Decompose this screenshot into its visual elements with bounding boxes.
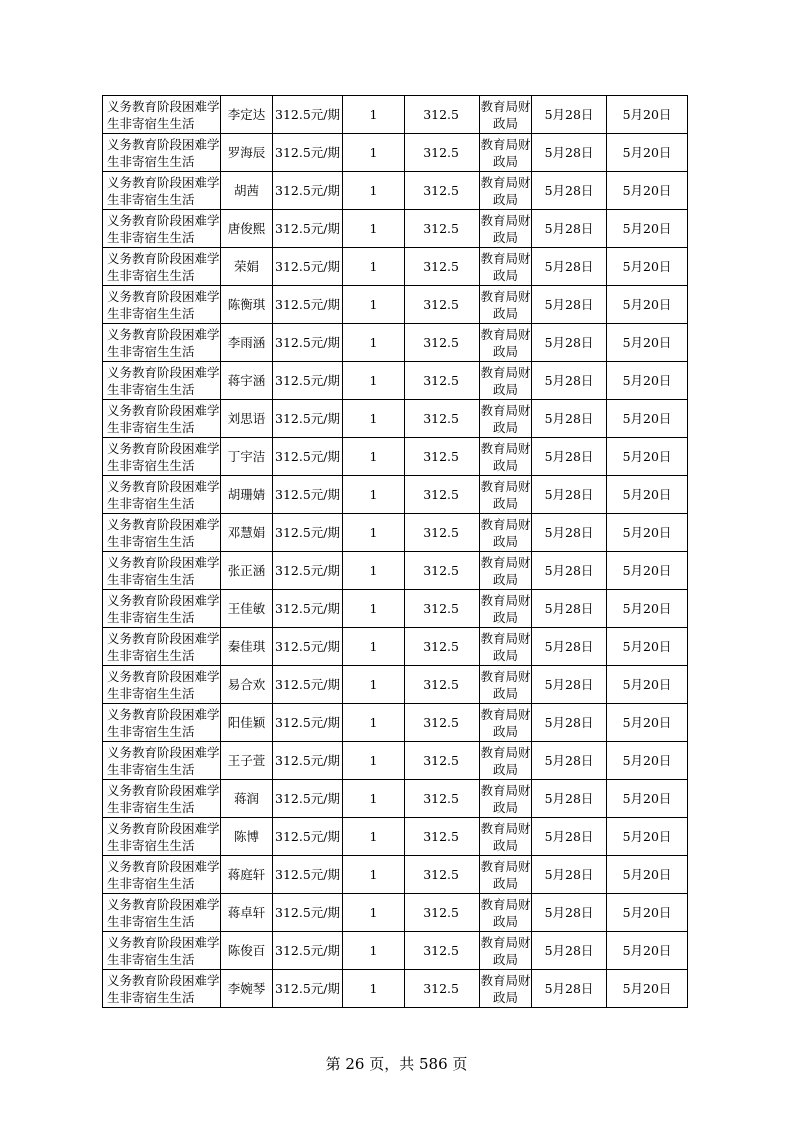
table-row [103, 400, 688, 438]
date-cell: 5月20日 [607, 210, 688, 248]
count-cell: 1 [343, 742, 405, 780]
amount-cell: 312.5 [405, 932, 480, 970]
amount-cell: 312.5 [405, 438, 480, 476]
date-cell: 5月28日 [532, 932, 607, 970]
count-cell: 1 [343, 286, 405, 324]
standard-cell: 312.5元/期 [273, 476, 343, 514]
student-name-cell: 荣娟 [221, 248, 273, 286]
date-cell: 5月20日 [607, 134, 688, 172]
department-cell: 教育局财政局 [480, 818, 532, 856]
standard-cell: 312.5元/期 [273, 134, 343, 172]
standard-cell: 312.5元/期 [273, 552, 343, 590]
table-row [103, 742, 688, 780]
count-cell: 1 [343, 704, 405, 742]
date-cell: 5月20日 [607, 704, 688, 742]
date-cell: 5月20日 [607, 400, 688, 438]
date-cell: 5月28日 [532, 742, 607, 780]
table-row [103, 552, 688, 590]
subsidy-item-cell: 义务教育阶段困难学生非寄宿生生活 [103, 248, 221, 286]
count-cell: 1 [343, 970, 405, 1008]
student-name-cell: 张正涵 [221, 552, 273, 590]
department-cell: 教育局财政局 [480, 780, 532, 818]
date-cell: 5月28日 [532, 590, 607, 628]
date-cell: 5月28日 [532, 438, 607, 476]
amount-cell: 312.5 [405, 552, 480, 590]
count-cell: 1 [343, 628, 405, 666]
student-name-cell: 胡茜 [221, 172, 273, 210]
count-cell: 1 [343, 780, 405, 818]
date-cell: 5月28日 [532, 818, 607, 856]
department-cell: 教育局财政局 [480, 172, 532, 210]
date-cell: 5月28日 [532, 894, 607, 932]
page-number: 第 26 页，共 586 页 [325, 1055, 468, 1073]
date-cell: 5月28日 [532, 362, 607, 400]
date-cell: 5月20日 [607, 362, 688, 400]
count-cell: 1 [343, 362, 405, 400]
count-cell: 1 [343, 96, 405, 134]
date-cell: 5月28日 [532, 324, 607, 362]
subsidy-item-cell: 义务教育阶段困难学生非寄宿生生活 [103, 134, 221, 172]
student-name-cell: 蒋宇涵 [221, 362, 273, 400]
count-cell: 1 [343, 856, 405, 894]
count-cell: 1 [343, 210, 405, 248]
table-row [103, 970, 688, 1008]
department-cell: 教育局财政局 [480, 286, 532, 324]
amount-cell: 312.5 [405, 704, 480, 742]
count-cell: 1 [343, 894, 405, 932]
department-cell: 教育局财政局 [480, 514, 532, 552]
amount-cell: 312.5 [405, 894, 480, 932]
standard-cell: 312.5元/期 [273, 438, 343, 476]
date-cell: 5月28日 [532, 704, 607, 742]
standard-cell: 312.5元/期 [273, 704, 343, 742]
subsidy-item-cell: 义务教育阶段困难学生非寄宿生生活 [103, 894, 221, 932]
subsidy-item-cell: 义务教育阶段困难学生非寄宿生生活 [103, 818, 221, 856]
date-cell: 5月20日 [607, 96, 688, 134]
subsidy-item-cell: 义务教育阶段困难学生非寄宿生生活 [103, 932, 221, 970]
date-cell: 5月20日 [607, 932, 688, 970]
date-cell: 5月20日 [607, 970, 688, 1008]
date-cell: 5月20日 [607, 856, 688, 894]
subsidy-item-cell: 义务教育阶段困难学生非寄宿生生活 [103, 286, 221, 324]
department-cell: 教育局财政局 [480, 96, 532, 134]
date-cell: 5月28日 [532, 286, 607, 324]
student-name-cell: 唐俊熙 [221, 210, 273, 248]
count-cell: 1 [343, 818, 405, 856]
table-row [103, 362, 688, 400]
date-cell: 5月28日 [532, 172, 607, 210]
department-cell: 教育局财政局 [480, 210, 532, 248]
subsidy-item-cell: 义务教育阶段困难学生非寄宿生生活 [103, 324, 221, 362]
department-cell: 教育局财政局 [480, 742, 532, 780]
standard-cell: 312.5元/期 [273, 970, 343, 1008]
department-cell: 教育局财政局 [480, 552, 532, 590]
amount-cell: 312.5 [405, 134, 480, 172]
count-cell: 1 [343, 932, 405, 970]
amount-cell: 312.5 [405, 248, 480, 286]
standard-cell: 312.5元/期 [273, 400, 343, 438]
count-cell: 1 [343, 172, 405, 210]
student-name-cell: 李雨涵 [221, 324, 273, 362]
student-name-cell: 王佳敏 [221, 590, 273, 628]
student-name-cell: 蒋润 [221, 780, 273, 818]
standard-cell: 312.5元/期 [273, 248, 343, 286]
date-cell: 5月20日 [607, 438, 688, 476]
table-row [103, 172, 688, 210]
subsidy-item-cell: 义务教育阶段困难学生非寄宿生生活 [103, 552, 221, 590]
table-row [103, 96, 688, 134]
standard-cell: 312.5元/期 [273, 96, 343, 134]
amount-cell: 312.5 [405, 628, 480, 666]
subsidy-item-cell: 义务教育阶段困难学生非寄宿生生活 [103, 742, 221, 780]
standard-cell: 312.5元/期 [273, 932, 343, 970]
subsidy-item-cell: 义务教育阶段困难学生非寄宿生生活 [103, 362, 221, 400]
amount-cell: 312.5 [405, 210, 480, 248]
count-cell: 1 [343, 438, 405, 476]
amount-cell: 312.5 [405, 96, 480, 134]
count-cell: 1 [343, 514, 405, 552]
table-row [103, 894, 688, 932]
date-cell: 5月28日 [532, 210, 607, 248]
table-row [103, 476, 688, 514]
date-cell: 5月20日 [607, 286, 688, 324]
subsidy-item-cell: 义务教育阶段困难学生非寄宿生生活 [103, 628, 221, 666]
department-cell: 教育局财政局 [480, 438, 532, 476]
date-cell: 5月28日 [532, 134, 607, 172]
table-row [103, 248, 688, 286]
department-cell: 教育局财政局 [480, 324, 532, 362]
subsidy-item-cell: 义务教育阶段困难学生非寄宿生生活 [103, 780, 221, 818]
date-cell: 5月28日 [532, 476, 607, 514]
student-name-cell: 秦佳琪 [221, 628, 273, 666]
table-row [103, 210, 688, 248]
student-name-cell: 王子萱 [221, 742, 273, 780]
standard-cell: 312.5元/期 [273, 780, 343, 818]
date-cell: 5月20日 [607, 742, 688, 780]
student-name-cell: 李定达 [221, 96, 273, 134]
amount-cell: 312.5 [405, 362, 480, 400]
student-name-cell: 陈俊百 [221, 932, 273, 970]
date-cell: 5月20日 [607, 476, 688, 514]
table-row [103, 704, 688, 742]
table-row [103, 932, 688, 970]
standard-cell: 312.5元/期 [273, 172, 343, 210]
table-row [103, 134, 688, 172]
standard-cell: 312.5元/期 [273, 286, 343, 324]
count-cell: 1 [343, 134, 405, 172]
date-cell: 5月28日 [532, 970, 607, 1008]
amount-cell: 312.5 [405, 324, 480, 362]
department-cell: 教育局财政局 [480, 704, 532, 742]
standard-cell: 312.5元/期 [273, 514, 343, 552]
date-cell: 5月28日 [532, 400, 607, 438]
student-name-cell: 易合欢 [221, 666, 273, 704]
table-row [103, 514, 688, 552]
subsidy-item-cell: 义务教育阶段困难学生非寄宿生生活 [103, 172, 221, 210]
table-row [103, 324, 688, 362]
count-cell: 1 [343, 590, 405, 628]
amount-cell: 312.5 [405, 286, 480, 324]
standard-cell: 312.5元/期 [273, 324, 343, 362]
department-cell: 教育局财政局 [480, 362, 532, 400]
date-cell: 5月20日 [607, 628, 688, 666]
date-cell: 5月20日 [607, 590, 688, 628]
amount-cell: 312.5 [405, 970, 480, 1008]
table-row [103, 818, 688, 856]
student-name-cell: 邓慧娟 [221, 514, 273, 552]
count-cell: 1 [343, 400, 405, 438]
count-cell: 1 [343, 666, 405, 704]
date-cell: 5月20日 [607, 172, 688, 210]
amount-cell: 312.5 [405, 856, 480, 894]
department-cell: 教育局财政局 [480, 932, 532, 970]
amount-cell: 312.5 [405, 818, 480, 856]
amount-cell: 312.5 [405, 742, 480, 780]
date-cell: 5月28日 [532, 552, 607, 590]
standard-cell: 312.5元/期 [273, 894, 343, 932]
table-row [103, 286, 688, 324]
date-cell: 5月20日 [607, 818, 688, 856]
date-cell: 5月28日 [532, 248, 607, 286]
count-cell: 1 [343, 248, 405, 286]
amount-cell: 312.5 [405, 666, 480, 704]
standard-cell: 312.5元/期 [273, 362, 343, 400]
department-cell: 教育局财政局 [480, 666, 532, 704]
department-cell: 教育局财政局 [480, 400, 532, 438]
department-cell: 教育局财政局 [480, 628, 532, 666]
date-cell: 5月20日 [607, 552, 688, 590]
date-cell: 5月20日 [607, 894, 688, 932]
date-cell: 5月20日 [607, 324, 688, 362]
subsidy-item-cell: 义务教育阶段困难学生非寄宿生生活 [103, 210, 221, 248]
standard-cell: 312.5元/期 [273, 742, 343, 780]
student-name-cell: 蒋卓轩 [221, 894, 273, 932]
subsidy-item-cell: 义务教育阶段困难学生非寄宿生生活 [103, 970, 221, 1008]
subsidy-item-cell: 义务教育阶段困难学生非寄宿生生活 [103, 514, 221, 552]
subsidy-item-cell: 义务教育阶段困难学生非寄宿生生活 [103, 438, 221, 476]
amount-cell: 312.5 [405, 172, 480, 210]
standard-cell: 312.5元/期 [273, 666, 343, 704]
student-name-cell: 丁宇洁 [221, 438, 273, 476]
subsidy-item-cell: 义务教育阶段困难学生非寄宿生生活 [103, 590, 221, 628]
department-cell: 教育局财政局 [480, 134, 532, 172]
subsidy-item-cell: 义务教育阶段困难学生非寄宿生生活 [103, 400, 221, 438]
standard-cell: 312.5元/期 [273, 590, 343, 628]
date-cell: 5月28日 [532, 666, 607, 704]
subsidy-item-cell: 义务教育阶段困难学生非寄宿生生活 [103, 666, 221, 704]
subsidy-item-cell: 义务教育阶段困难学生非寄宿生生活 [103, 96, 221, 134]
standard-cell: 312.5元/期 [273, 628, 343, 666]
amount-cell: 312.5 [405, 780, 480, 818]
department-cell: 教育局财政局 [480, 248, 532, 286]
standard-cell: 312.5元/期 [273, 818, 343, 856]
date-cell: 5月20日 [607, 514, 688, 552]
count-cell: 1 [343, 476, 405, 514]
subsidy-item-cell: 义务教育阶段困难学生非寄宿生生活 [103, 476, 221, 514]
department-cell: 教育局财政局 [480, 894, 532, 932]
subsidy-item-cell: 义务教育阶段困难学生非寄宿生生活 [103, 856, 221, 894]
amount-cell: 312.5 [405, 476, 480, 514]
date-cell: 5月28日 [532, 96, 607, 134]
date-cell: 5月28日 [532, 780, 607, 818]
department-cell: 教育局财政局 [480, 856, 532, 894]
date-cell: 5月28日 [532, 514, 607, 552]
table-row [103, 856, 688, 894]
amount-cell: 312.5 [405, 514, 480, 552]
student-name-cell: 胡珊婧 [221, 476, 273, 514]
date-cell: 5月28日 [532, 628, 607, 666]
table-row [103, 780, 688, 818]
standard-cell: 312.5元/期 [273, 856, 343, 894]
date-cell: 5月28日 [532, 856, 607, 894]
table-row [103, 438, 688, 476]
date-cell: 5月20日 [607, 248, 688, 286]
subsidy-item-cell: 义务教育阶段困难学生非寄宿生生活 [103, 704, 221, 742]
table-row [103, 666, 688, 704]
count-cell: 1 [343, 552, 405, 590]
department-cell: 教育局财政局 [480, 476, 532, 514]
amount-cell: 312.5 [405, 590, 480, 628]
count-cell: 1 [343, 324, 405, 362]
table-row [103, 590, 688, 628]
student-name-cell: 陈衡琪 [221, 286, 273, 324]
student-name-cell: 李婉琴 [221, 970, 273, 1008]
student-name-cell: 蒋庭轩 [221, 856, 273, 894]
department-cell: 教育局财政局 [480, 590, 532, 628]
department-cell: 教育局财政局 [480, 970, 532, 1008]
student-name-cell: 陈博 [221, 818, 273, 856]
date-cell: 5月20日 [607, 666, 688, 704]
subsidy-table [102, 95, 688, 1008]
student-name-cell: 阳佳颖 [221, 704, 273, 742]
student-name-cell: 罗海辰 [221, 134, 273, 172]
table-row [103, 628, 688, 666]
standard-cell: 312.5元/期 [273, 210, 343, 248]
student-name-cell: 刘思语 [221, 400, 273, 438]
amount-cell: 312.5 [405, 400, 480, 438]
date-cell: 5月20日 [607, 780, 688, 818]
